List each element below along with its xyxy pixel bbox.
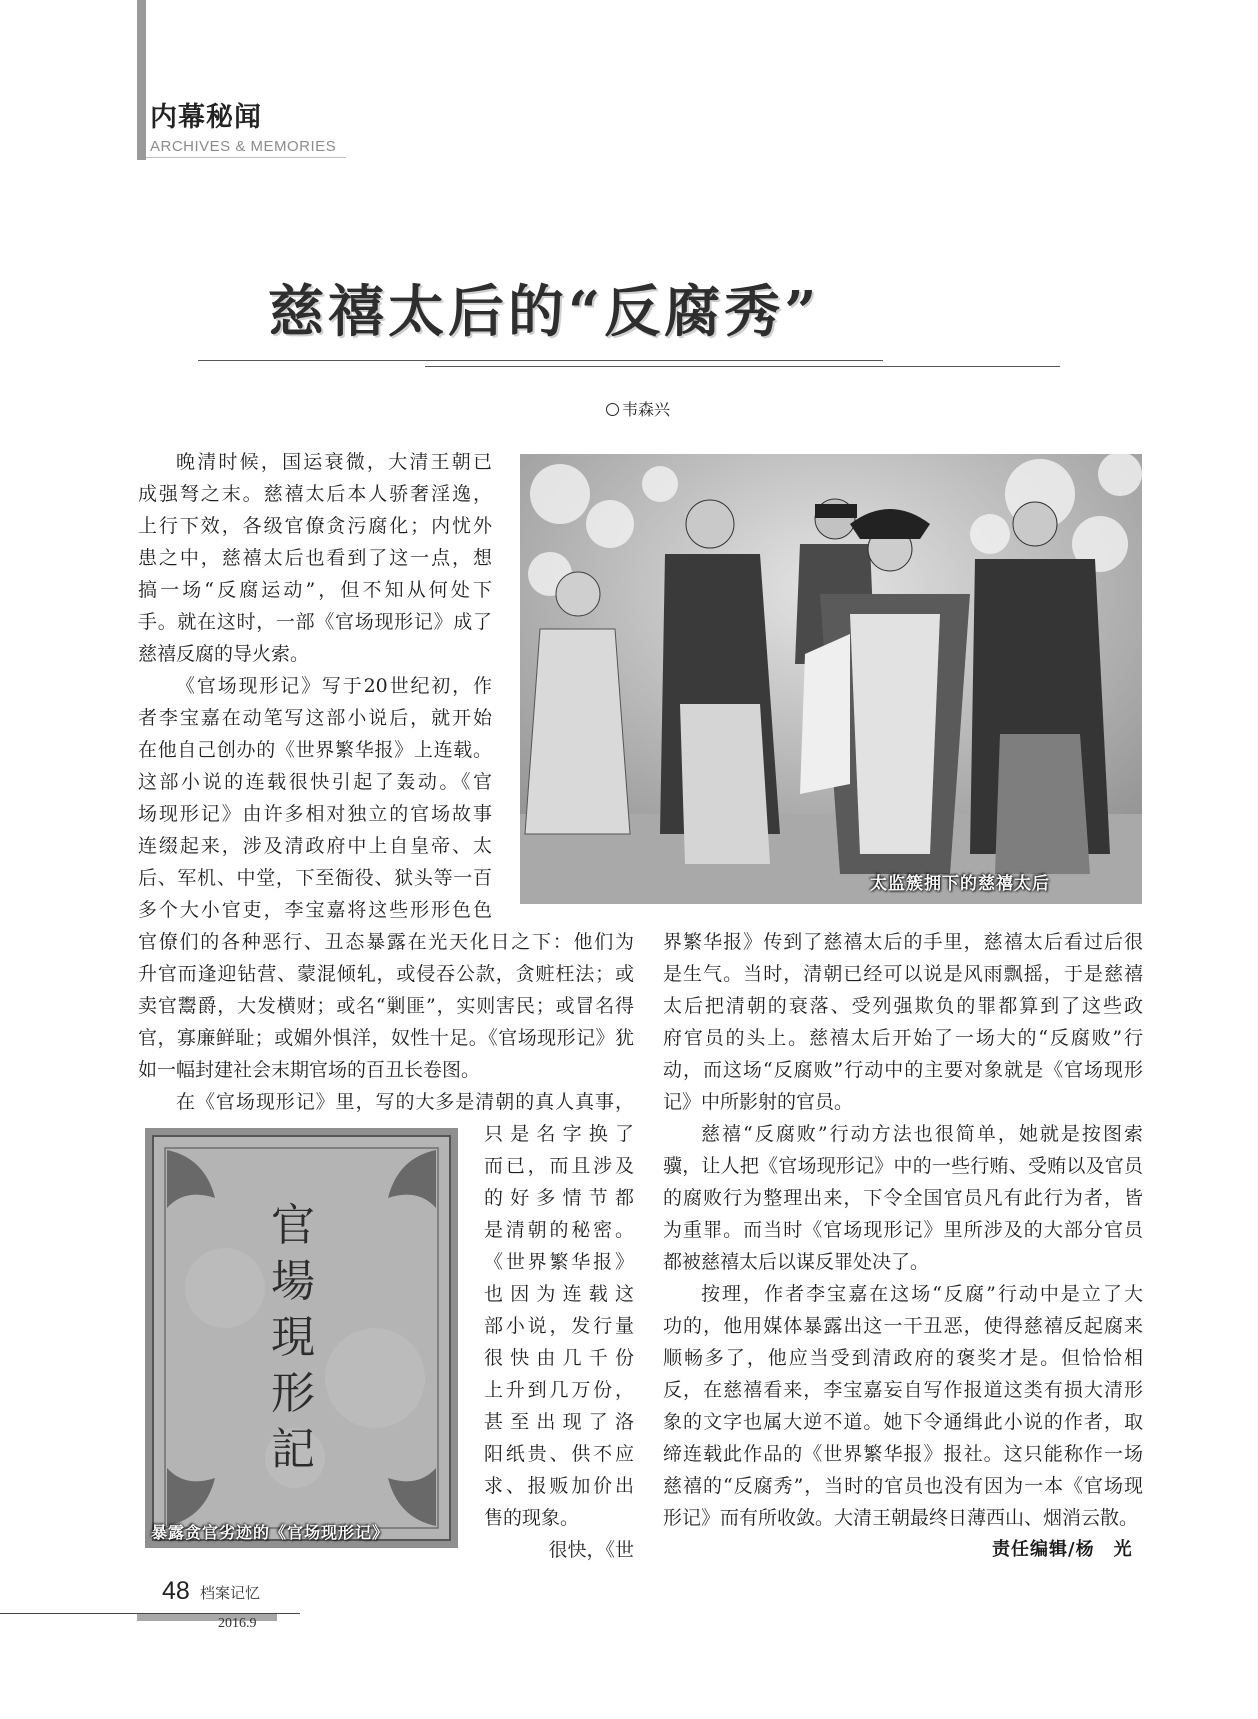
text-line: 阳纸贵、供不应 — [484, 1443, 634, 1465]
text-line: 升官而逢迎钻营、蒙混倾轧，或侵吞公款，贪赃枉法；或 — [138, 963, 634, 985]
title-underline — [198, 360, 883, 361]
text-line: 上升到几万份， — [484, 1379, 634, 1401]
section-name: 内幕秘闻 — [150, 102, 262, 133]
text-line: 慈禧“反腐败”行动方法也很简单，她就是按图索 — [701, 1123, 1143, 1145]
text-line: 很快由几千份 — [484, 1347, 634, 1369]
text-line: 都被慈禧太后以谋反罪处决了。 — [663, 1251, 930, 1273]
text-line: 者李宝嘉在动笔写这部小说后，就开始 — [138, 707, 492, 729]
text-line: 按理，作者李宝嘉在这场“反腐”行动中是立了大 — [701, 1283, 1143, 1305]
text-line: 晚清时候，国运衰微，大清王朝已 — [176, 451, 492, 473]
book-cover-title — [263, 1198, 323, 1478]
column2-text — [663, 926, 1143, 1534]
text-line: 功的，他用媒体暴露出这一干丑恶，使得慈禧反起腐来 — [663, 1315, 1143, 1337]
book-title-char: 場 — [271, 1256, 315, 1307]
photo2-caption: 暴露贪官劣迹的《官场现形记》 — [151, 1523, 390, 1542]
text-line: 成强弩之末。慈禧太后本人骄奢淫逸， — [138, 483, 492, 505]
text-line: 上行下效，各级官僚贪污腐化；内忧外 — [138, 515, 492, 537]
text-line: 太后把清朝的衰落、受列强欺负的罪都算到了这些政 — [663, 995, 1143, 1017]
section-name-english: ARCHIVES & MEMORIES — [150, 138, 337, 155]
text-line: 《官场现形记》写于20世纪初，作 — [176, 675, 492, 697]
text-line: 卖官鬻爵，大发横财；或名“剿匪”，实则害民；或冒名得 — [138, 995, 634, 1017]
text-line: 部小说，发行量 — [484, 1315, 634, 1337]
text-line: 场现形记》由许多相对独立的官场故事 — [138, 803, 492, 825]
book-title-char: 官 — [271, 1200, 315, 1251]
text-line: 的腐败行为整理出来，下令全国官员凡有此行为者，皆 — [663, 1187, 1143, 1209]
text-line: 售的现象。 — [484, 1507, 580, 1529]
text-line: 形记》而有所收敛。大清王朝最终日薄西山、烟消云散。 — [663, 1507, 1139, 1529]
article-title: 慈禧太后的“反腐秀” — [268, 279, 821, 345]
text-line: 患之中，慈禧太后也看到了这一点，想 — [138, 547, 492, 569]
text-line: 动，而这场“反腐败”行动中的主要对象就是《官场现形 — [663, 1059, 1143, 1081]
text-line: 甚至出现了洛 — [484, 1411, 634, 1433]
text-line: 缔连载此作品的《世界繁华报》报社。这只能称作一场 — [663, 1443, 1143, 1465]
text-line: 求、报贩加价出 — [484, 1475, 634, 1497]
text-line: 象的文字也属大逆不道。她下令通缉此小说的作者，取 — [663, 1411, 1143, 1433]
text-line: 连缀起来，涉及清政府中上自皇帝、太 — [138, 835, 492, 857]
book-title-char: 記 — [271, 1424, 315, 1475]
text-line: 只是名字换了 — [484, 1123, 634, 1145]
text-line: 如一幅封建社会末期官场的百丑长卷图。 — [138, 1059, 481, 1081]
text-line: 骥，让人把《官场现形记》中的一些行贿、受贿以及官员 — [663, 1155, 1143, 1177]
magazine-name: 档案记忆 — [200, 1584, 261, 1602]
responsible-editor: 责任编辑/杨 光 — [992, 1539, 1133, 1560]
column1-full-text — [138, 926, 634, 1118]
author-name: 韦森兴 — [622, 400, 671, 419]
text-line: 顺畅多了，他应当受到清政府的褒奖才是。但恰恰相 — [663, 1347, 1143, 1369]
text-line: 《世界繁华报》 — [484, 1251, 634, 1273]
column1-top-text — [138, 446, 492, 926]
text-line: 官，寡廉鲜耻；或媚外惧洋，奴性十足。《官场现形记》犹 — [138, 1027, 634, 1049]
issue-date: 2016.9 — [218, 1616, 257, 1631]
book-title-char: 現 — [271, 1312, 315, 1363]
text-line: 记》中所影射的官员。 — [663, 1091, 854, 1113]
text-line: 为重罪。而当时《官场现形记》里所涉及的大部分官员 — [663, 1219, 1143, 1241]
header-rule — [146, 157, 346, 158]
text-line: 很快，《世 — [548, 1539, 634, 1561]
text-line: 慈禧反腐的导火索。 — [138, 643, 310, 665]
photo-book-cover — [145, 1128, 458, 1548]
text-line: 也因为连载这 — [484, 1283, 634, 1305]
section-marker-bar — [137, 0, 146, 160]
page-number: 48 — [162, 1577, 190, 1605]
text-line: 官僚们的各种恶行、丑态暴露在光天化日之下：他们为 — [138, 931, 634, 953]
column1-narrow-text — [484, 1118, 634, 1566]
byline-circle-icon — [606, 403, 619, 416]
text-line: 搞一场“反腐运动”，但不知从何处下 — [138, 579, 492, 601]
text-line: 多个大小官吏，李宝嘉将这些形形色色 — [138, 899, 492, 921]
text-line: 界繁华报》传到了慈禧太后的手里，慈禧太后看过后很 — [663, 931, 1143, 953]
text-line: 在《官场现形记》里，写的大多是清朝的真人真事， — [176, 1091, 634, 1113]
author-byline — [606, 397, 670, 420]
photo1-caption: 太监簇拥下的慈禧太后 — [870, 874, 1050, 894]
title-underline-2 — [425, 366, 1060, 367]
photo-cixi-illustration — [520, 454, 1142, 904]
photo-cixi-with-eunuchs — [520, 454, 1142, 904]
text-line: 慈禧的“反腐秀”，当时的官员也没有因为一本《官场现 — [663, 1475, 1143, 1497]
text-line: 在他自己创办的《世界繁华报》上连载。 — [138, 739, 492, 761]
text-line: 后、军机、中堂，下至衙役、狱头等一百 — [138, 867, 492, 889]
text-line: 是生气。当时，清朝已经可以说是风雨飘摇，于是慈禧 — [663, 963, 1143, 985]
text-line: 的好多情节都 — [484, 1187, 634, 1209]
book-title-char: 形 — [271, 1368, 315, 1419]
text-line: 而已，而且涉及 — [484, 1155, 634, 1177]
text-line: 是清朝的秘密。 — [484, 1219, 634, 1241]
text-line: 这部小说的连载很快引起了轰动。《官 — [138, 771, 492, 793]
text-line: 府官员的头上。慈禧太后开始了一场大的“反腐败”行 — [663, 1027, 1143, 1049]
text-line: 手。就在这时，一部《官场现形记》成了 — [138, 611, 492, 633]
text-line: 反，在慈禧看来，李宝嘉妄自写作报道这类有损大清形 — [663, 1379, 1143, 1401]
